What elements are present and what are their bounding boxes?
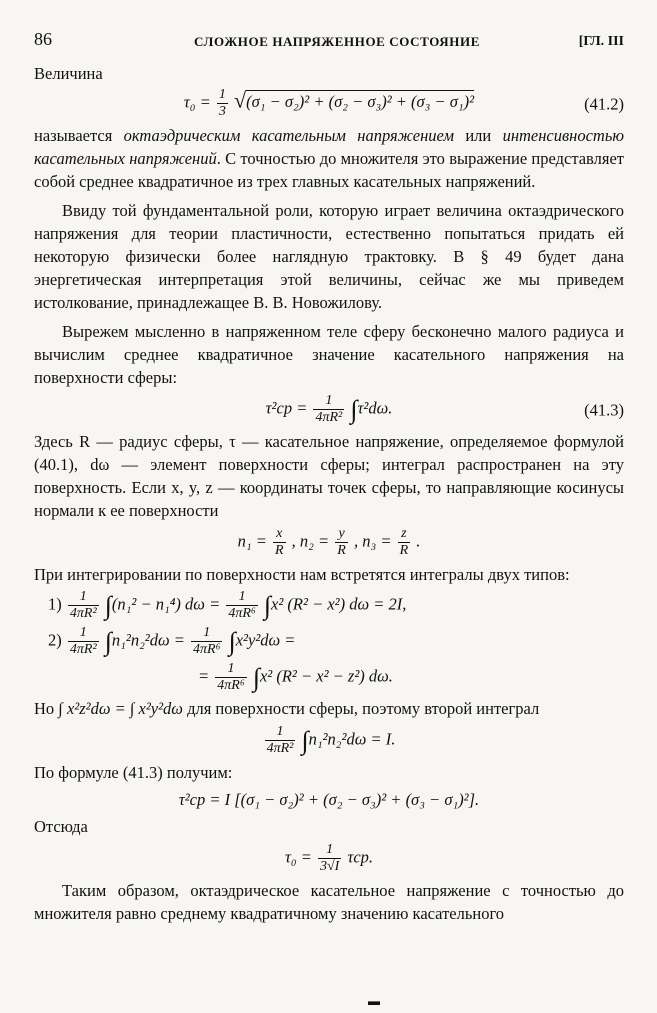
paragraph-conclusion: Таким образом, октаэдрическое касательное напряжение с точностью до множителя равно среднему квадратичному значению касательного xyxy=(34,881,624,923)
paragraph-intro: Величина xyxy=(34,64,103,83)
running-title: СЛОЖНОЕ НАПРЯЖЕННОЕ СОСТОЯНИЕ xyxy=(194,34,480,49)
equation-41-2: τ₀ = $\frac{1}{3}$ √(σ₁ − σ₂)² + (σ₂ − σ₃)² + (σ₃ − σ₁)² (41.2) xyxy=(183,87,624,119)
paragraph-definition: называется октаэдрическим касательным напряжением или интенсивностью касательных напряжений. С точностью до множителя это выражение представляет собой среднее квадратичное из трех главных касательных напряжений. xyxy=(34,126,624,191)
radicand: (σ₁ − σ₂)² + (σ₂ − σ₃)² + (σ₃ − σ₁)² xyxy=(246,92,475,112)
equation-41-3: τ²ср = $\frac{1}{\text{4πR²}}$ ∫τ²dω. (41.3) xyxy=(265,393,624,425)
page-mark: ▬ xyxy=(368,994,380,1008)
book-page xyxy=(34,28,624,925)
paragraph-hence: Отсюда xyxy=(34,817,88,836)
page-number: 86 xyxy=(34,29,52,49)
page-header xyxy=(34,28,624,56)
paragraph-sphere: Вырежем мысленно в напряженном теле сферу бесконечно малого радиуса и вычислим среднее квадратичное значение касательного напряжения на поверхности сферы: xyxy=(34,322,624,387)
paragraph-by-formula: По формуле (41.3) получим: xyxy=(34,763,233,782)
paragraph-fundamental: Ввиду той фундаментальной роли, которую играет величина октаэдрического напряжения для теории пластичности, естественно попытаться придать ей некоторую физически более наглядную трактовку. В § 49 будет дана энергетическая интерпретация этой величины, сейчас же мы приведем истолкование, принадлежащее В. В. Новожилову. xyxy=(34,201,624,312)
equation-tau-squared: τ²ср = I [(σ₁ − σ₂)² + (σ₂ − σ₃)² + (σ₃ − σ₁)²]. xyxy=(178,790,480,809)
paragraph-symmetry: Но ∫ x²z²dω = ∫ x²y²dω для поверхности сферы, поэтому второй интеграл xyxy=(34,699,540,718)
chapter-marker: [ГЛ. III xyxy=(578,34,624,49)
integral-sign: ∫ xyxy=(350,395,358,424)
paragraph-integration: При интегрировании по поверхности нам встретятся интегралы двух типов: xyxy=(34,565,570,584)
equation-direction-cosines: n₁ = $\frac{x}{R}$ , n₂ = $\frac{y}{R}$ , n₃ = $\frac{z}{R}$ . xyxy=(237,526,421,558)
fraction: $\frac{1}{\text{4πR²}}$ xyxy=(315,393,343,425)
paragraph-definitions: Здесь R — радиус сферы, τ — касательное напряжение, определяемое формулой (40.1), dω — элемент поверхности сферы; интеграл распространен на эту поверхность. Если x, y, z — координаты точек сферы, то направляющие косинусы нормали к ее поверхности xyxy=(34,432,624,520)
equation-second-integral: $\frac{1}{\text{4πR²}}$ ∫n₁²n₂²dω = I. xyxy=(266,724,396,756)
integral-list xyxy=(48,589,624,694)
integral-type-2: 2) $\frac{1}{\text{4πR²}}$ ∫n₁²n₂²dω = $\frac{1}{\text{4πR⁶}}$ ∫x²y²dω = xyxy=(48,625,296,657)
integral-type-1: 1) $\frac{1}{\text{4πR²}}$ ∫(n₁² − n₁⁴) dω = $\frac{1}{\text{4πR⁶}}$ ∫x² (R² − x²) dω = 2I, xyxy=(48,589,407,621)
equation-number: (41.3) xyxy=(584,400,624,419)
equation-final: τ₀ = $\frac{1}{3√I}$ τср. xyxy=(284,842,374,874)
equation-number: (41.2) xyxy=(584,94,624,113)
integral-type-2-continued: = $\frac{1}{\text{4πR⁶}}$ ∫x² (R² − x² − z²) dω. xyxy=(198,661,393,693)
fraction: $\frac{1}{3}$ xyxy=(218,87,226,119)
